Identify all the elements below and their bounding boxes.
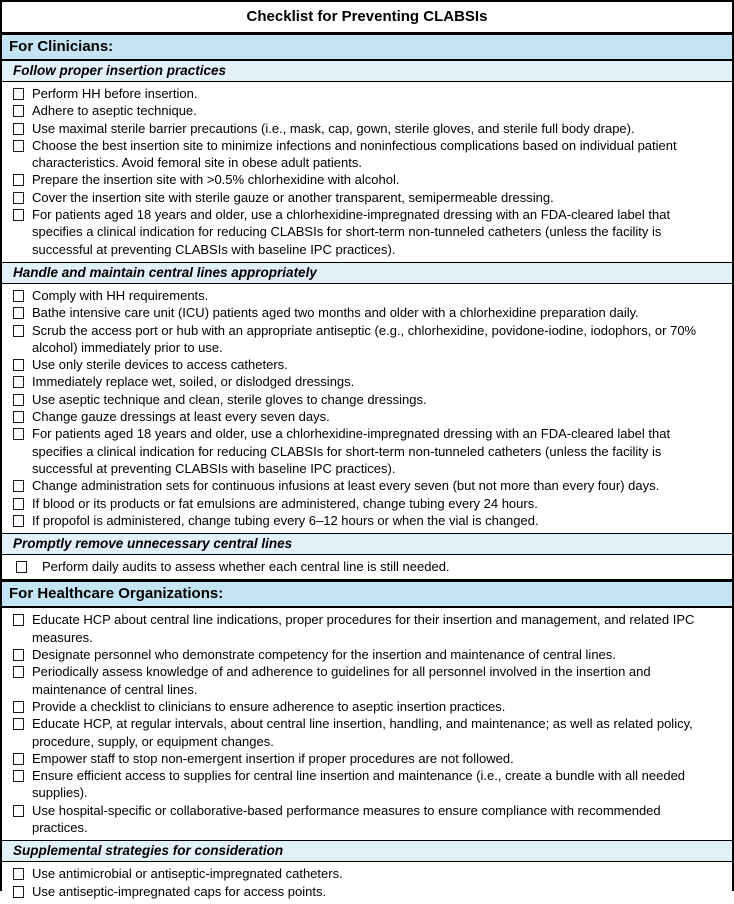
checklist-item-label: Use maximal sterile barrier precautions (i.e., mask, cap, gown, sterile gloves, and sterile full body drape). <box>32 120 635 136</box>
checkbox-unchecked-icon[interactable] <box>13 290 24 302</box>
checklist-item <box>12 287 718 304</box>
checklist-item-label: Change gauze dressings at least every seven days. <box>32 409 330 425</box>
checklist-item <box>12 137 718 172</box>
checklist-item-label: Designate personnel who demonstrate competency for the insertion and maintenance of central lines. <box>32 647 616 663</box>
checklist-item-label: Use antiseptic-impregnated caps for access points. <box>32 883 327 899</box>
checkbox-unchecked-icon[interactable] <box>13 701 24 713</box>
checklist-item <box>12 85 718 102</box>
checklist-item <box>12 120 718 137</box>
checklist-item <box>12 391 718 408</box>
checklist-item <box>12 356 718 373</box>
checklist-item-label: Educate HCP about central line indications, proper procedures for their insertion and management, and related IPC measures. <box>32 612 695 645</box>
checklist-item <box>12 304 718 321</box>
checkbox-unchecked-icon[interactable] <box>13 480 24 492</box>
checklist-item-label: Change administration sets for continuous infusions at least every seven (but not more than every four) days. <box>32 478 660 494</box>
checklist-item-label: Cover the insertion site with sterile gauze or another transparent, semipermeable dressing. <box>32 189 554 205</box>
checklist-item-label: Scrub the access port or hub with an appropriate antiseptic (e.g., chlorhexidine, povidone-iodine, iodophors, or 70% alcohol) immediately prior to use. <box>32 322 697 355</box>
checklist-item <box>12 322 718 357</box>
section-header: For Clinicians: <box>2 35 732 61</box>
checklist-item-label: Comply with HH requirements. <box>32 287 209 303</box>
checklist-group <box>2 608 732 841</box>
checklist-item-label: Choose the best insertion site to minimize infections and noninfectious complications based on individual patient characteristics. Avoid femoral site in obese adult patients. <box>32 137 677 171</box>
checklist-item <box>12 698 718 715</box>
checklist-item <box>12 373 718 390</box>
checklist-body <box>2 35 732 904</box>
checklist-item <box>12 611 718 646</box>
checklist-item <box>12 646 718 663</box>
checklist-item <box>12 715 718 750</box>
checkbox-unchecked-icon[interactable] <box>13 868 24 880</box>
checklist-item <box>12 512 718 529</box>
checklist-item-label: If propofol is administered, change tubing every 6–12 hours or when the vial is changed. <box>32 512 539 528</box>
checkbox-unchecked-icon[interactable] <box>13 140 24 152</box>
checklist-item-label: Immediately replace wet, soiled, or dislodged dressings. <box>32 374 355 390</box>
subsection-header: Supplemental strategies for consideration <box>2 841 732 862</box>
checkbox-unchecked-icon[interactable] <box>13 718 24 730</box>
checkbox-unchecked-icon[interactable] <box>13 376 24 388</box>
checkbox-unchecked-icon[interactable] <box>13 192 24 204</box>
checklist-item-label: Perform HH before insertion. <box>32 86 198 101</box>
checklist-item-label: Use only sterile devices to access catheters. <box>32 357 288 373</box>
subsection-header: Promptly remove unnecessary central lines <box>2 534 732 555</box>
checklist-item-label: Prepare the insertion site with >0.5% chlorhexidine with alcohol. <box>32 172 400 188</box>
checkbox-unchecked-icon[interactable] <box>13 614 24 626</box>
checklist-item-label: For patients aged 18 years and older, use a chlorhexidine-impregnated dressing with an FDA-cleared label that specifies a clinical indication for reducing CLABSIs for short-term non-tunneled catheters (unless the facility is successful at preventing CLABSIs with baseline IPC practices). <box>32 207 671 257</box>
checkbox-unchecked-icon[interactable] <box>13 174 24 186</box>
checklist-item <box>12 558 718 575</box>
checklist-group <box>2 555 732 580</box>
checklist-item-label: Empower staff to stop non-emergent insertion if proper procedures are not followed. <box>32 750 514 766</box>
checkbox-unchecked-icon[interactable] <box>13 649 24 661</box>
checklist-item-label: If blood or its products or fat emulsions are administered, change tubing every 24 hours. <box>32 495 538 511</box>
checkbox-unchecked-icon[interactable] <box>13 411 24 423</box>
checklist-item <box>12 477 718 494</box>
checklist-item <box>12 425 718 477</box>
checkbox-unchecked-icon[interactable] <box>13 515 24 527</box>
checkbox-unchecked-icon[interactable] <box>16 561 27 573</box>
page-title: Checklist for Preventing CLABSIs <box>2 2 732 35</box>
checklist-item-label: Adhere to aseptic technique. <box>32 103 197 119</box>
subsection-header: Follow proper insertion practices <box>2 61 732 82</box>
checkbox-unchecked-icon[interactable] <box>13 428 24 440</box>
checklist-item-label: Educate HCP, at regular intervals, about central line insertion, handling, and maintenance; as well as related policy, procedure, supply, or equipment changes. <box>32 716 693 749</box>
checklist-item-label: Bathe intensive care unit (ICU) patients aged two months and older with a chlorhexidine preparation daily. <box>32 305 639 321</box>
checklist-item-label: Ensure efficient access to supplies for central line insertion and maintenance (i.e., create a bundle with all needed supplies). <box>32 768 686 801</box>
checklist-item-label: Periodically assess knowledge of and adherence to guidelines for all personnel involved in the insertion and maintenance of central lines. <box>32 664 651 697</box>
checkbox-unchecked-icon[interactable] <box>13 307 24 319</box>
checkbox-unchecked-icon[interactable] <box>13 666 24 678</box>
checklist-item <box>12 171 718 188</box>
checklist-item-label: Use hospital-specific or collaborative-based performance measures to ensure compliance with recommended practices. <box>32 802 661 835</box>
checklist-item-label: Use antimicrobial or antiseptic-impregnated catheters. <box>32 866 343 882</box>
subsection-header: Handle and maintain central lines appropriately <box>2 263 732 284</box>
checklist-item-label: For patients aged 18 years and older, use a chlorhexidine-impregnated dressing with an FDA-cleared label that specifies a clinical indication for reducing CLABSIs for short-term non-tunneled catheters (unless the facility is successful at preventing CLABSIs with baseline IPC practices). <box>32 426 671 476</box>
checklist-item <box>12 663 718 698</box>
checkbox-unchecked-icon[interactable] <box>13 325 24 337</box>
checkbox-unchecked-icon[interactable] <box>13 394 24 406</box>
checkbox-unchecked-icon[interactable] <box>13 209 24 221</box>
section-header: For Healthcare Organizations: <box>2 580 732 608</box>
checklist-item <box>12 206 718 258</box>
checklist-group <box>2 862 732 904</box>
checkbox-unchecked-icon[interactable] <box>13 359 24 371</box>
checklist-item <box>12 767 718 802</box>
checklist-group <box>2 284 732 534</box>
checklist-item-label: Provide a checklist to clinicians to ensure adherence to aseptic insertion practices. <box>32 698 506 714</box>
checkbox-unchecked-icon[interactable] <box>13 770 24 782</box>
checklist-item <box>12 883 718 900</box>
checkbox-unchecked-icon[interactable] <box>13 88 24 100</box>
checkbox-unchecked-icon[interactable] <box>13 498 24 510</box>
checkbox-unchecked-icon[interactable] <box>13 123 24 135</box>
checklist-item-label: Use aseptic technique and clean, sterile gloves to change dressings. <box>32 391 427 407</box>
checklist-item <box>12 750 718 767</box>
checkbox-unchecked-icon[interactable] <box>13 753 24 765</box>
checklist-item <box>12 189 718 206</box>
checklist-item <box>12 495 718 512</box>
checklist-item <box>12 802 718 837</box>
checklist-item <box>12 102 718 119</box>
checkbox-unchecked-icon[interactable] <box>13 805 24 817</box>
checklist-item <box>12 865 718 882</box>
checkbox-unchecked-icon[interactable] <box>13 886 24 898</box>
checklist-item <box>12 408 718 425</box>
checkbox-unchecked-icon[interactable] <box>13 105 24 117</box>
checklist-item-label: Perform daily audits to assess whether each central line is still needed. <box>42 559 450 575</box>
checklist-group <box>2 82 732 263</box>
